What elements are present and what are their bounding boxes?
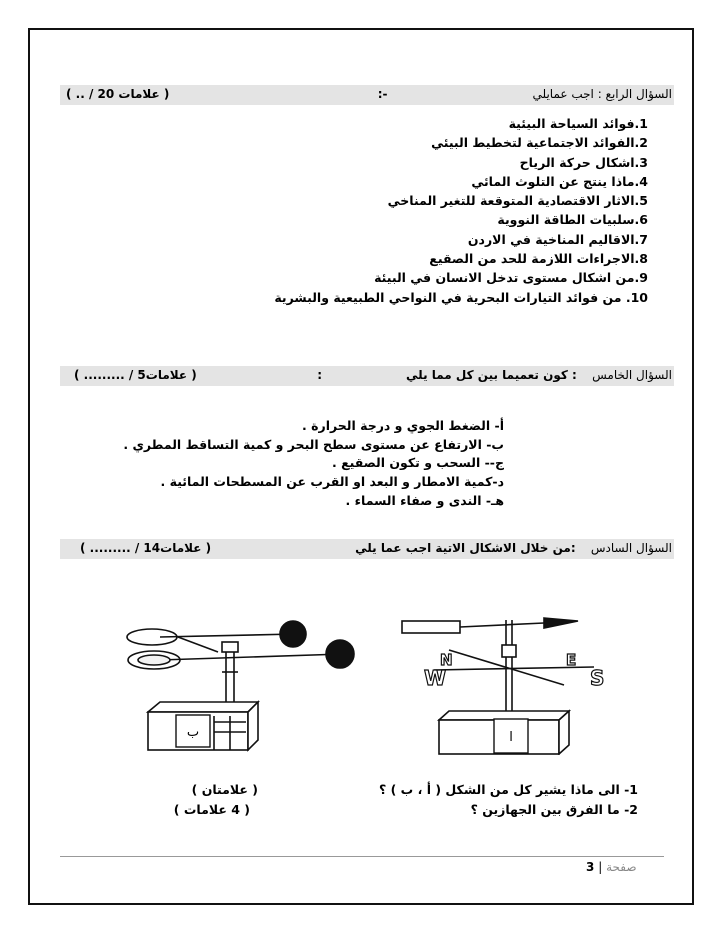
list-item: هـ- الندى و صفاء السماء .: [345, 492, 504, 508]
q6-header: [60, 539, 674, 559]
list-item: ج-- السحب و تكون الصقيع .: [331, 455, 504, 471]
q4-items: [274, 114, 648, 307]
figure-a-label: ا: [509, 730, 513, 745]
vane-letter-n: N: [440, 651, 453, 669]
q6-instruction: :من خلال الاشكال الاتية اجب عما يلي: [355, 541, 576, 555]
list-item: 10. من فوائد التيارات البحرية في النواحي الطبيعية والبشرية: [274, 289, 648, 305]
q5-marks: ( ......... / 5علامات ): [74, 368, 197, 382]
figure-b-label: ب: [186, 725, 200, 740]
footer-word: صفحة: [606, 860, 637, 874]
vane-letter-s: S: [590, 666, 605, 690]
q5-title: السؤال الخامس: [592, 368, 672, 382]
q5-items: [123, 417, 504, 511]
q6-question-2: 2- ما الفرق بين الجهازين ؟: [470, 802, 638, 817]
list-item: 8.الاجراءات اللازمة للحد من الصقيع: [429, 251, 648, 267]
page-footer: [586, 860, 637, 874]
q6-question-1: 1- الى ماذا يشير كل من الشكل ( أ ، ب ) ؟: [379, 782, 638, 797]
q6-question-1-marks: ( علامتان ): [191, 782, 258, 797]
footer-divider: [60, 856, 664, 857]
list-item: 5.الاثار الاقتصادية المتوقعة للتغير المناخي: [387, 193, 648, 209]
q6-title: السؤال السادس: [590, 541, 672, 555]
footer-separator: |: [598, 860, 603, 874]
list-item: 3.اشكال حركة الرياح: [519, 154, 648, 170]
q5-instruction: : كون تعميما بين كل مما يلي: [406, 368, 577, 382]
q4-suffix: -:: [377, 87, 388, 101]
list-item: 1.فوائد السياحة البيئية: [508, 116, 648, 131]
q4-title: السؤال الرابع : اجب عمايلي: [532, 87, 672, 101]
q4-header: [60, 85, 674, 105]
q6-question-2-marks: ( 4 علامات ): [173, 802, 250, 817]
vane-letter-w: W: [424, 666, 447, 690]
list-item: ب- الارتفاع عن مستوى سطح البحر و كمية التساقط المطري .: [123, 436, 504, 452]
figure-a-wind-vane: [394, 615, 624, 755]
page-number: 3: [586, 860, 595, 874]
list-item: 6.سلبيات الطاقة النووية: [497, 212, 648, 228]
figure-b-anemometer: [118, 612, 368, 752]
list-item: د-كمية الامطار و البعد او القرب عن المسطحات المائية .: [160, 474, 504, 490]
q5-colon: :: [317, 368, 323, 382]
vane-letter-e: E: [566, 651, 577, 669]
list-item: 4.ماذا ينتج عن التلوث المائي: [471, 173, 648, 189]
q5-header: [60, 366, 674, 386]
list-item: أ- الضغط الجوي و درجة الحرارة .: [302, 418, 504, 433]
list-item: 9.من اشكال مستوى تدخل الانسان في البيئة: [374, 270, 648, 286]
list-item: 7.الاقاليم المناخية في الاردن: [467, 231, 648, 247]
list-item: 2.الفوائد الاجتماعية لتخطيط البيئي: [431, 135, 648, 151]
q6-marks: ( ......... / 14علامات ): [80, 541, 212, 555]
q4-marks: ( .. / 20 علامات ): [66, 87, 170, 101]
